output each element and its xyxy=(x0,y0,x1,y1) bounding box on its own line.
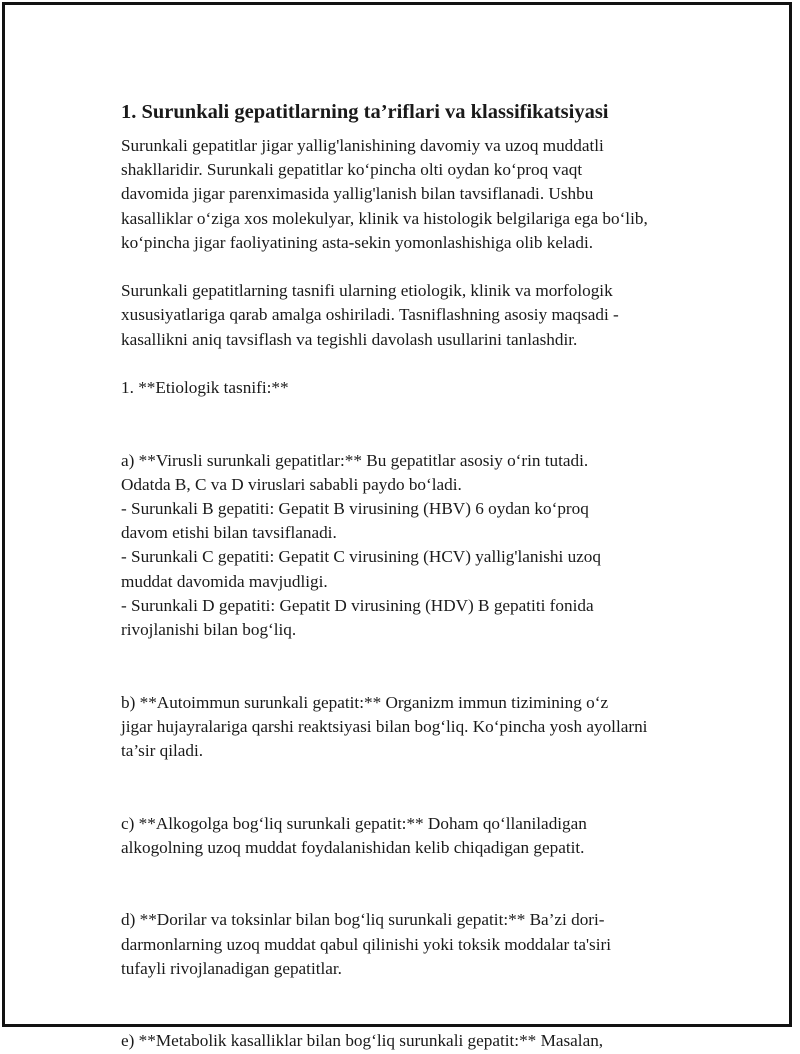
text-line: tufayli rivojlanadigan gepatitlar. xyxy=(121,958,342,978)
text-line: b) **Autoimmun surunkali gepatit:** Organizm immun tizimining o‘z xyxy=(121,692,609,712)
text-line: e) **Metabolik kasalliklar bilan bog‘liq surunkali gepatit:** Masalan, xyxy=(121,1031,604,1051)
document-title: 1. Surunkali gepatitlarning ta’riflari va klassifikatsiyasi xyxy=(121,101,609,123)
text-line: c) **Alkogolga bog‘liq surunkali gepatit:** Doham qo‘llaniladigan xyxy=(121,813,587,833)
item-c-paragraph xyxy=(121,787,701,860)
section-heading xyxy=(121,376,701,400)
item-a-paragraph xyxy=(121,424,701,642)
text-line: 1. **Etiologik tasnifi:** xyxy=(121,378,289,397)
intro-paragraph xyxy=(121,134,701,255)
text-line: kasalliklar o‘ziga xos molekulyar, klinik va histologik belgilariga ega bo‘lib, xyxy=(121,208,648,228)
item-d-paragraph xyxy=(121,884,701,981)
page-frame xyxy=(2,2,792,1051)
text-line: jigar hujayralariga qarshi reaktsiyasi bilan bog‘liq. Ko‘pincha yosh ayollarni xyxy=(121,716,648,736)
text-line: - Surunkali D gepatiti: Gepatit D virusining (HDV) B gepatiti fonida xyxy=(121,595,594,615)
paragraph-gap xyxy=(121,255,701,279)
text-line: - Surunkali C gepatiti: Gepatit C virusining (HCV) yallig'lanishi uzoq xyxy=(121,547,601,567)
text-line: davomida jigar parenximasida yallig'lanish bilan tavsiflanadi. Ushbu xyxy=(121,184,594,204)
text-line: muddat davomida mavjudligi. xyxy=(121,571,328,591)
document-content xyxy=(121,99,701,1054)
text-line: rivojlanishi bilan bog‘liq. xyxy=(121,620,297,640)
classification-paragraph xyxy=(121,279,701,352)
paragraph-gap xyxy=(121,642,701,666)
text-line: davom etishi bilan tavsiflanadi. xyxy=(121,523,337,543)
text-line: ko‘pincha jigar faoliyatining asta-sekin yomonlashishiga olib keladi. xyxy=(121,232,594,252)
text-line: ta’sir qiladi. xyxy=(121,741,204,761)
text-line: xususiyatlariga qarab amalga oshiriladi. Tasniflashning asosiy maqsadi - xyxy=(121,305,619,325)
item-b-paragraph xyxy=(121,666,701,763)
item-e-paragraph xyxy=(121,1005,701,1053)
text-line: d) **Dorilar va toksinlar bilan bog‘liq surunkali gepatit:** Ba’zi dori- xyxy=(121,910,605,930)
text-line: alkogolning uzoq muddat foydalanishidan kelib chiqadigan gepatit. xyxy=(121,837,585,857)
paragraph-gap xyxy=(121,981,701,1005)
paragraph-gap xyxy=(121,400,701,424)
text-line: - Surunkali B gepatiti: Gepatit B virusining (HBV) 6 oydan ko‘proq xyxy=(121,499,589,518)
paragraph-gap xyxy=(121,860,701,884)
text-line: Surunkali gepatitlarning tasnifi ularning etiologik, klinik va morfologik xyxy=(121,281,613,301)
paragraph-gap xyxy=(121,352,701,376)
text-line: Odatda B, C va D viruslari sababli paydo bo‘ladi. xyxy=(121,474,462,494)
text-line: Surunkali gepatitlar jigar yallig'lanishining davomiy va uzoq muddatli xyxy=(121,136,604,155)
text-line: darmonlarning uzoq muddat qabul qilinishi yoki toksik moddalar ta'siri xyxy=(121,934,612,954)
text-line: kasallikni aniq tavsiflash va tegishli davolash usullarini tanlashdir. xyxy=(121,329,578,349)
text-line: shakllaridir. Surunkali gepatitlar ko‘pincha olti oydan ko‘proq vaqt xyxy=(121,160,583,180)
paragraph-gap xyxy=(121,763,701,787)
text-line: a) **Virusli surunkali gepatitlar:** Bu gepatitlar asosiy o‘rin tutadi. xyxy=(121,450,589,470)
